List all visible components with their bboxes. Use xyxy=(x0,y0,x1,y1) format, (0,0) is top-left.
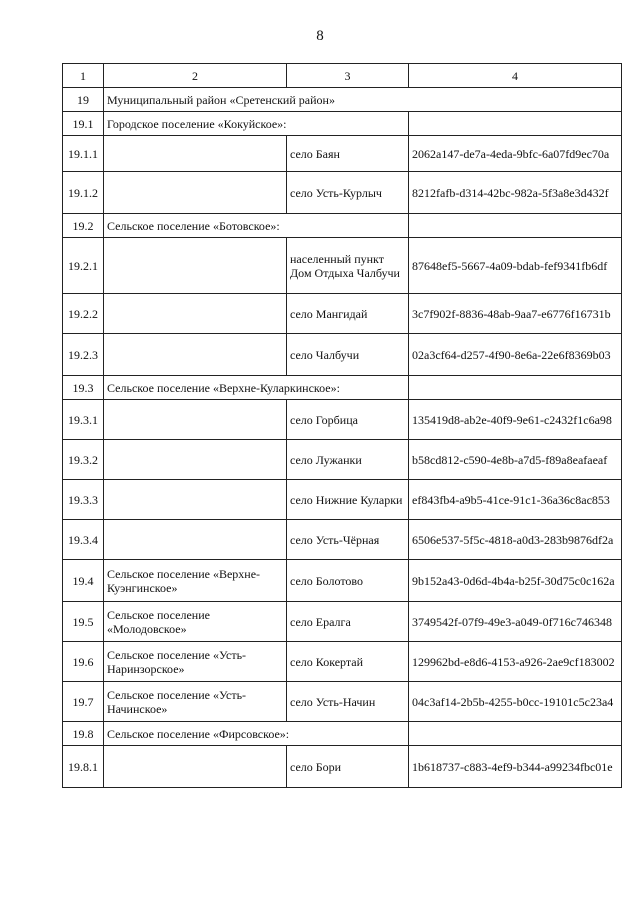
locality-guid: 8212fafb-d314-42bc-982a-5f3a8e3d432f xyxy=(409,172,622,214)
locality-guid: 3749542f-07f9-49e3-a049-0f716c746348 xyxy=(409,602,622,642)
row-number: 19.3.3 xyxy=(63,480,104,520)
row-number: 19.6 xyxy=(63,642,104,682)
settlement-name xyxy=(104,172,287,214)
locality-name: село Лужанки xyxy=(287,440,409,480)
column-number-2: 2 xyxy=(104,64,287,88)
locality-guid: 04c3af14-2b5b-4255-b0cc-19101c5c23a4 xyxy=(409,682,622,722)
locality-guid: 1b618737-c883-4ef9-b344-a99234fbc01e xyxy=(409,746,622,788)
settlement-section-name: Сельское поселение «Ботовское»: xyxy=(104,214,409,238)
settlement-name xyxy=(104,294,287,334)
locality-row xyxy=(63,746,622,788)
locality-row xyxy=(63,440,622,480)
settlement-name xyxy=(104,440,287,480)
row-number: 19.2.2 xyxy=(63,294,104,334)
locality-row xyxy=(63,602,622,642)
page-number: 8 xyxy=(316,28,324,44)
registry-table-body xyxy=(63,64,622,788)
row-number: 19.1.2 xyxy=(63,172,104,214)
locality-name: село Нижние Куларки xyxy=(287,480,409,520)
row-number: 19.1 xyxy=(63,112,104,136)
locality-row xyxy=(63,334,622,376)
locality-name: село Ералга xyxy=(287,602,409,642)
locality-name: село Баян xyxy=(287,136,409,172)
row-number: 19 xyxy=(63,88,104,112)
row-number: 19.2 xyxy=(63,214,104,238)
locality-row xyxy=(63,560,622,602)
settlement-section-row xyxy=(63,112,622,136)
settlement-section-row xyxy=(63,214,622,238)
locality-row xyxy=(63,238,622,294)
column-number-4: 4 xyxy=(409,64,622,88)
district-row xyxy=(63,88,622,112)
empty-guid-cell xyxy=(409,112,622,136)
locality-name: село Горбица xyxy=(287,400,409,440)
locality-row xyxy=(63,642,622,682)
settlement-name: Сельское поселение «Молодовское» xyxy=(104,602,287,642)
locality-name: населенный пункт Дом Отдыха Чалбучи xyxy=(287,238,409,294)
locality-row xyxy=(63,520,622,560)
registry-table xyxy=(62,63,622,788)
row-number: 19.3 xyxy=(63,376,104,400)
settlement-name xyxy=(104,480,287,520)
row-number: 19.8.1 xyxy=(63,746,104,788)
locality-name: село Кокертай xyxy=(287,642,409,682)
empty-guid-cell xyxy=(409,376,622,400)
row-number: 19.2.1 xyxy=(63,238,104,294)
settlement-name: Сельское поселение «Верхне-Куэнгинское» xyxy=(104,560,287,602)
settlement-section-row xyxy=(63,376,622,400)
column-number-row xyxy=(63,64,622,88)
empty-guid-cell xyxy=(409,214,622,238)
settlement-name xyxy=(104,520,287,560)
locality-name: село Бори xyxy=(287,746,409,788)
locality-guid: 129962bd-e8d6-4153-a926-2ae9cf183002 xyxy=(409,642,622,682)
settlement-section-name: Сельское поселение «Фирсовское»: xyxy=(104,722,409,746)
locality-row xyxy=(63,136,622,172)
settlement-section-row xyxy=(63,722,622,746)
row-number: 19.5 xyxy=(63,602,104,642)
settlement-name xyxy=(104,136,287,172)
settlement-name: Сельское поселение «Усть-Наринзорское» xyxy=(104,642,287,682)
settlement-name xyxy=(104,746,287,788)
settlement-name xyxy=(104,400,287,440)
locality-guid: 02a3cf64-d257-4f90-8e6a-22e6f8369b03 xyxy=(409,334,622,376)
locality-guid: 2062a147-de7a-4eda-9bfc-6a07fd9ec70a xyxy=(409,136,622,172)
locality-row xyxy=(63,172,622,214)
empty-guid-cell xyxy=(409,722,622,746)
row-number: 19.4 xyxy=(63,560,104,602)
locality-name: село Усть-Начин xyxy=(287,682,409,722)
settlement-section-name: Сельское поселение «Верхне-Куларкинское»: xyxy=(104,376,409,400)
settlement-name xyxy=(104,334,287,376)
row-number: 19.3.4 xyxy=(63,520,104,560)
column-number-1: 1 xyxy=(63,64,104,88)
locality-row xyxy=(63,294,622,334)
row-number: 19.3.2 xyxy=(63,440,104,480)
locality-guid: ef843fb4-a9b5-41ce-91c1-36a36c8ac853 xyxy=(409,480,622,520)
row-number: 19.1.1 xyxy=(63,136,104,172)
locality-guid: 9b152a43-0d6d-4b4a-b25f-30d75c0c162a xyxy=(409,560,622,602)
row-number: 19.7 xyxy=(63,682,104,722)
row-number: 19.2.3 xyxy=(63,334,104,376)
locality-row xyxy=(63,682,622,722)
district-name: Муниципальный район «Сретенский район» xyxy=(104,88,622,112)
settlement-section-name: Городское поселение «Кокуйское»: xyxy=(104,112,409,136)
locality-row xyxy=(63,480,622,520)
settlement-name xyxy=(104,238,287,294)
locality-name: село Усть-Чёрная xyxy=(287,520,409,560)
locality-name: село Чалбучи xyxy=(287,334,409,376)
locality-guid: 87648ef5-5667-4a09-bdab-fef9341fb6df xyxy=(409,238,622,294)
locality-row xyxy=(63,400,622,440)
locality-guid: 3c7f902f-8836-48ab-9aa7-e6776f16731b xyxy=(409,294,622,334)
locality-name: село Болотово xyxy=(287,560,409,602)
column-number-3: 3 xyxy=(287,64,409,88)
locality-guid: 6506e537-5f5c-4818-a0d3-283b9876df2a xyxy=(409,520,622,560)
locality-guid: b58cd812-c590-4e8b-a7d5-f89a8eafaeaf xyxy=(409,440,622,480)
locality-guid: 135419d8-ab2e-40f9-9e61-c2432f1c6a98 xyxy=(409,400,622,440)
locality-name: село Усть-Курлыч xyxy=(287,172,409,214)
row-number: 19.3.1 xyxy=(63,400,104,440)
locality-name: село Мангидай xyxy=(287,294,409,334)
settlement-name: Сельское поселение «Усть-Начинское» xyxy=(104,682,287,722)
row-number: 19.8 xyxy=(63,722,104,746)
